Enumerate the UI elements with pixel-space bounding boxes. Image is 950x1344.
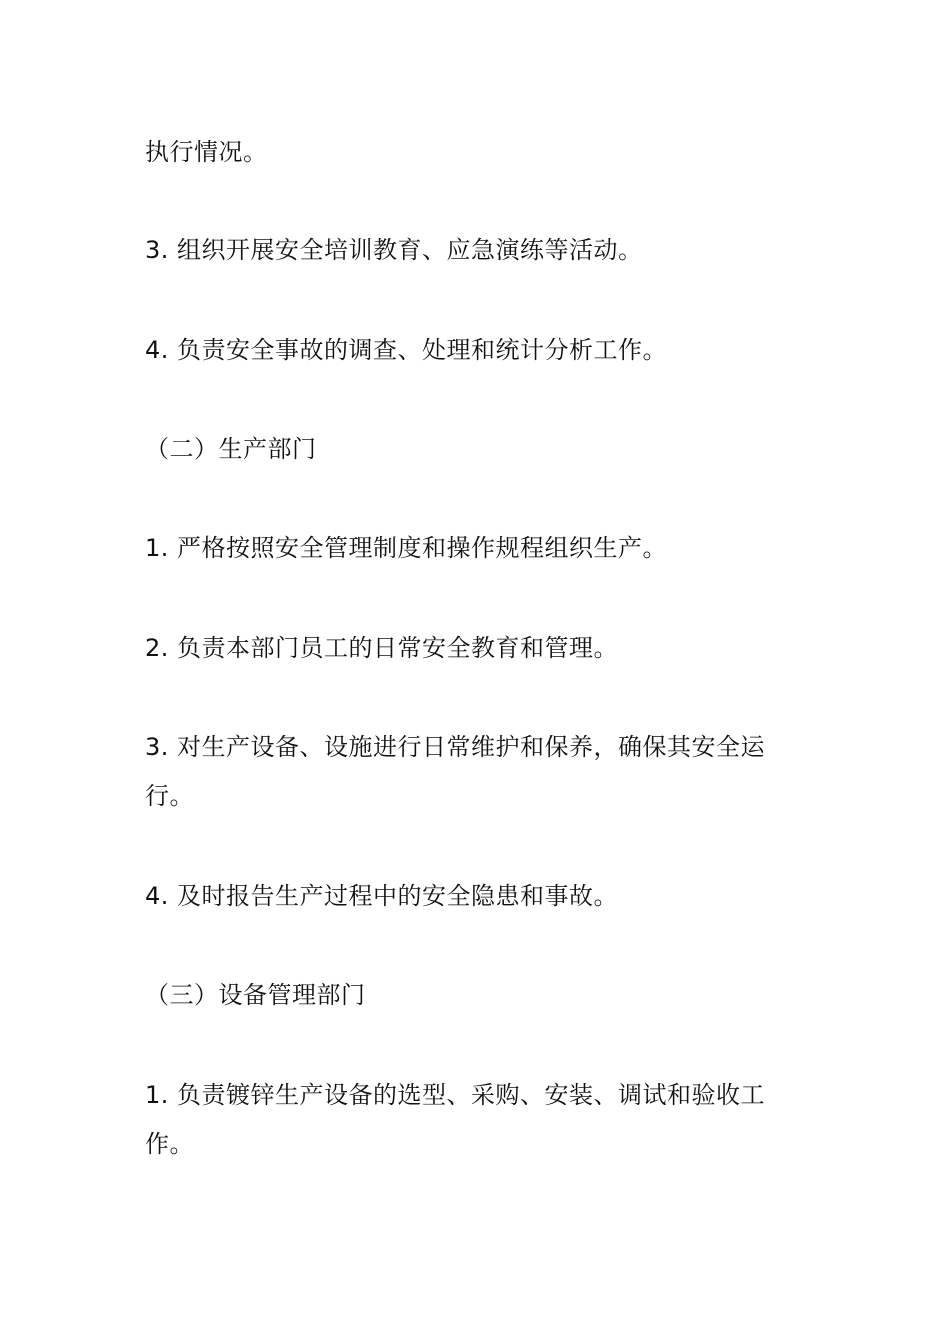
section-heading: （三）设备管理部门: [145, 981, 366, 1009]
section-heading: （二）生产部门: [145, 435, 317, 463]
list-item: 4. 及时报告生产过程中的安全隐患和事故。: [145, 882, 619, 910]
list-item: 4. 负责安全事故的调查、处理和统计分析工作。: [145, 336, 668, 364]
list-item: 1. 负责镀锌生产设备的选型、采购、安装、调试和验收工作。: [145, 1081, 766, 1158]
list-item: 3. 对生产设备、设施进行日常维护和保养，确保其安全运行。: [145, 733, 766, 810]
list-item: 1. 严格按照安全管理制度和操作规程组织生产。: [145, 534, 668, 562]
list-item: 3. 组织开展安全培训教育、应急演练等活动。: [145, 236, 643, 264]
paragraph-continuation: 执行情况。: [145, 138, 268, 166]
list-item: 2. 负责本部门员工的日常安全教育和管理。: [145, 634, 619, 662]
